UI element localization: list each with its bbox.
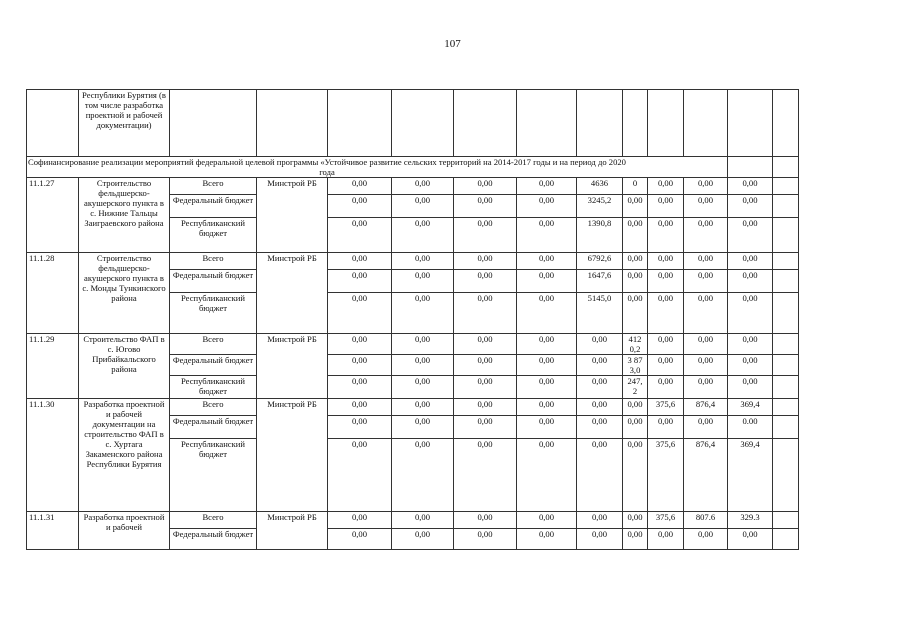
value-cell: 0,00 [328, 195, 392, 218]
value-cell: 3245,2 [577, 195, 623, 218]
empty-cell [773, 334, 799, 355]
funding-source: Всего [170, 178, 257, 195]
empty-cell [728, 157, 773, 178]
empty-cell [257, 90, 328, 157]
empty-cell [773, 416, 799, 439]
item-number: 11.1.31 [27, 512, 79, 550]
value-cell: 0,00 [728, 218, 773, 253]
value-cell: 0,00 [328, 218, 392, 253]
section-header-row [27, 157, 799, 178]
funding-source: Федеральный бюджет [170, 270, 257, 293]
funding-source: Республиканский бюджет [170, 218, 257, 253]
funding-source: Всего [170, 253, 257, 270]
value-cell: 0,00 [577, 416, 623, 439]
value-cell: 369,4 [728, 399, 773, 416]
value-cell: 807.6 [684, 512, 728, 529]
empty-cell [170, 90, 257, 157]
value-cell: 0,00 [517, 293, 577, 334]
value-cell: 0,00 [517, 529, 577, 550]
item-number: 11.1.30 [27, 399, 79, 512]
section-header: Софинансирование реализации мероприятий федеральной целевой программы «Устойчивое развитие сельских территорий на 2014-2017 годы и на период до 2020 года [27, 157, 728, 178]
funding-source: Республиканский бюджет [170, 293, 257, 334]
executor: Минстрой РБ [257, 512, 328, 550]
value-cell: 0,00 [648, 416, 684, 439]
value-cell: 0,00 [577, 529, 623, 550]
value-cell: 0,00 [623, 293, 648, 334]
value-cell: 0,00 [517, 512, 577, 529]
value-cell: 0,00 [684, 195, 728, 218]
value-cell: 412 0,2 [623, 334, 648, 355]
value-cell: 0,00 [648, 376, 684, 399]
table-row-continued [27, 90, 799, 157]
value-cell: 0,00 [728, 253, 773, 270]
item-number: 11.1.28 [27, 253, 79, 334]
value-cell: 0,00 [728, 355, 773, 376]
empty-cell [27, 90, 79, 157]
empty-cell [577, 90, 623, 157]
funding-source: Республиканский бюджет [170, 439, 257, 512]
value-cell: 4636 [577, 178, 623, 195]
value-cell: 0,00 [577, 376, 623, 399]
continued-item-name: Республики Бурятия (в том числе разработка проектной и рабочей документации) [79, 90, 170, 157]
empty-cell [773, 293, 799, 334]
value-cell: 0,00 [454, 529, 517, 550]
table-row [27, 178, 799, 195]
value-cell: 0,00 [328, 416, 392, 439]
value-cell: 0,00 [623, 529, 648, 550]
value-cell: 0,00 [728, 376, 773, 399]
value-cell: 0,00 [328, 439, 392, 512]
value-cell: 0,00 [328, 334, 392, 355]
item-name: Разработка проектной и рабочей [79, 512, 170, 550]
value-cell: 0,00 [517, 270, 577, 293]
empty-cell [773, 270, 799, 293]
value-cell: 0,00 [684, 355, 728, 376]
value-cell: 1390,8 [577, 218, 623, 253]
value-cell: 0,00 [684, 529, 728, 550]
value-cell: 0,00 [392, 399, 454, 416]
value-cell: 0,00 [684, 376, 728, 399]
value-cell: 0,00 [517, 218, 577, 253]
value-cell: 0,00 [623, 270, 648, 293]
table-row [27, 253, 799, 270]
value-cell: 0,00 [392, 253, 454, 270]
value-cell: 0,00 [454, 293, 517, 334]
value-cell: 0,00 [454, 399, 517, 416]
empty-cell [517, 90, 577, 157]
value-cell: 0,00 [454, 218, 517, 253]
empty-cell [728, 90, 773, 157]
value-cell: 0,00 [517, 178, 577, 195]
empty-cell [773, 178, 799, 195]
value-cell: 1647,6 [577, 270, 623, 293]
value-cell: 0,00 [623, 399, 648, 416]
value-cell: 0,00 [328, 376, 392, 399]
table-row [27, 512, 799, 529]
value-cell: 0,00 [454, 195, 517, 218]
value-cell: 329.3 [728, 512, 773, 529]
value-cell: 0,00 [728, 293, 773, 334]
funding-source: Федеральный бюджет [170, 195, 257, 218]
value-cell: 0,00 [648, 334, 684, 355]
item-number: 11.1.27 [27, 178, 79, 253]
value-cell: 0,00 [454, 512, 517, 529]
value-cell: 0,00 [648, 195, 684, 218]
value-cell: 247, 2 [623, 376, 648, 399]
value-cell: 0,00 [577, 399, 623, 416]
value-cell: 0,00 [728, 178, 773, 195]
empty-cell [392, 90, 454, 157]
empty-cell [328, 90, 392, 157]
value-cell: 0,00 [684, 270, 728, 293]
value-cell: 0,00 [577, 439, 623, 512]
value-cell: 0,00 [684, 334, 728, 355]
value-cell: 0,00 [623, 218, 648, 253]
value-cell: 0,00 [728, 334, 773, 355]
value-cell: 0,00 [328, 178, 392, 195]
funding-source: Всего [170, 512, 257, 529]
value-cell: 0,00 [392, 416, 454, 439]
value-cell: 369,4 [728, 439, 773, 512]
empty-cell [773, 218, 799, 253]
value-cell: 0,00 [328, 399, 392, 416]
value-cell: 0,00 [454, 334, 517, 355]
value-cell: 0,00 [577, 512, 623, 529]
value-cell: 0,00 [648, 178, 684, 195]
value-cell: 0,00 [454, 270, 517, 293]
value-cell: 0.00 [728, 416, 773, 439]
value-cell: 0 [623, 178, 648, 195]
value-cell: 3 87 3,0 [623, 355, 648, 376]
value-cell: 0,00 [454, 416, 517, 439]
empty-cell [773, 253, 799, 270]
value-cell: 0,00 [517, 399, 577, 416]
empty-cell [773, 512, 799, 529]
value-cell: 0,00 [454, 253, 517, 270]
empty-cell [773, 529, 799, 550]
item-name: Строительство фельдшерско-акушерского пункта в с. Монды Тункинского района [79, 253, 170, 334]
value-cell: 0,00 [454, 178, 517, 195]
value-cell: 0,00 [684, 253, 728, 270]
funding-source: Федеральный бюджет [170, 529, 257, 550]
item-number: 11.1.29 [27, 334, 79, 399]
value-cell: 0,00 [728, 195, 773, 218]
value-cell: 0,00 [392, 195, 454, 218]
value-cell: 0,00 [517, 416, 577, 439]
value-cell: 0,00 [728, 529, 773, 550]
value-cell: 375,6 [648, 399, 684, 416]
value-cell: 0,00 [454, 439, 517, 512]
value-cell: 0,00 [684, 178, 728, 195]
value-cell: 0,00 [517, 334, 577, 355]
value-cell: 0,00 [454, 355, 517, 376]
value-cell: 876,4 [684, 399, 728, 416]
empty-cell [773, 90, 799, 157]
empty-cell [773, 355, 799, 376]
funding-source: Федеральный бюджет [170, 416, 257, 439]
value-cell: 0,00 [392, 355, 454, 376]
value-cell: 0,00 [517, 253, 577, 270]
value-cell: 0,00 [328, 253, 392, 270]
empty-cell [684, 90, 728, 157]
value-cell: 0,00 [648, 293, 684, 334]
empty-cell [648, 90, 684, 157]
value-cell: 0,00 [392, 270, 454, 293]
value-cell: 0,00 [648, 270, 684, 293]
empty-cell [454, 90, 517, 157]
value-cell: 0,00 [623, 253, 648, 270]
item-name: Строительство ФАП в с. Югово Прибайкальского района [79, 334, 170, 399]
funding-source: Республиканский бюджет [170, 376, 257, 399]
value-cell: 0,00 [517, 195, 577, 218]
value-cell: 0,00 [648, 355, 684, 376]
empty-cell [773, 399, 799, 416]
executor: Минстрой РБ [257, 334, 328, 399]
value-cell: 0,00 [648, 529, 684, 550]
value-cell: 0,00 [623, 195, 648, 218]
program-table [26, 89, 799, 550]
value-cell: 0,00 [684, 416, 728, 439]
value-cell: 375,6 [648, 512, 684, 529]
value-cell: 0,00 [392, 178, 454, 195]
value-cell: 0,00 [684, 293, 728, 334]
empty-cell [773, 195, 799, 218]
page-number: 107 [444, 38, 461, 50]
value-cell: 0,00 [392, 529, 454, 550]
value-cell: 0,00 [392, 293, 454, 334]
item-name: Разработка проектной и рабочей документации на строительство ФАП в с. Хуртага Закаменского района Республики Бурятия [79, 399, 170, 512]
value-cell: 0,00 [392, 376, 454, 399]
funding-source: Всего [170, 334, 257, 355]
value-cell: 5145,0 [577, 293, 623, 334]
value-cell: 0,00 [328, 355, 392, 376]
value-cell: 0,00 [728, 270, 773, 293]
value-cell: 0,00 [328, 529, 392, 550]
value-cell: 0,00 [517, 376, 577, 399]
executor: Минстрой РБ [257, 253, 328, 334]
empty-cell [773, 376, 799, 399]
funding-source: Всего [170, 399, 257, 416]
value-cell: 0,00 [623, 512, 648, 529]
funding-source: Федеральный бюджет [170, 355, 257, 376]
value-cell: 0,00 [454, 376, 517, 399]
value-cell: 0,00 [577, 334, 623, 355]
empty-cell [623, 90, 648, 157]
value-cell: 0,00 [392, 439, 454, 512]
value-cell: 0,00 [517, 355, 577, 376]
empty-cell [773, 439, 799, 512]
value-cell: 0,00 [392, 218, 454, 253]
value-cell: 0,00 [328, 270, 392, 293]
value-cell: 0,00 [517, 439, 577, 512]
value-cell: 0,00 [623, 416, 648, 439]
value-cell: 0,00 [648, 218, 684, 253]
value-cell: 876,4 [684, 439, 728, 512]
table-row [27, 399, 799, 416]
value-cell: 0,00 [328, 293, 392, 334]
value-cell: 0,00 [328, 512, 392, 529]
value-cell: 0,00 [392, 334, 454, 355]
value-cell: 0,00 [648, 253, 684, 270]
value-cell: 0,00 [577, 355, 623, 376]
executor: Минстрой РБ [257, 399, 328, 512]
value-cell: 0,00 [392, 512, 454, 529]
value-cell: 0,00 [623, 439, 648, 512]
value-cell: 6792,6 [577, 253, 623, 270]
table-row [27, 334, 799, 355]
empty-cell [773, 157, 799, 178]
value-cell: 375,6 [648, 439, 684, 512]
value-cell: 0,00 [684, 218, 728, 253]
executor: Минстрой РБ [257, 178, 328, 253]
item-name: Строительство фельдшерско-акушерского пункта в с. Нижние Тальцы Заиграевского района [79, 178, 170, 253]
